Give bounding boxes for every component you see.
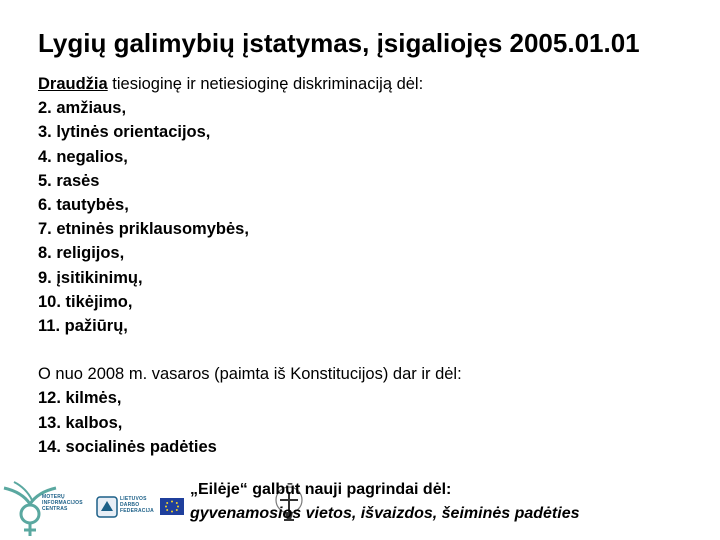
- note-block: [190, 478, 580, 526]
- slide-body: [38, 72, 462, 459]
- intro-rest: tiesioginę ir netiesioginę diskriminaciją dėl:: [107, 75, 424, 93]
- note-line-1: „Eilėje“ galbūt nauji pagrindai dėl:: [190, 481, 452, 498]
- ground-item: 8. religijos,: [38, 244, 125, 263]
- note-line-2: gyvenamosios vietos, išvaizdos, šeiminės padėties: [190, 505, 580, 522]
- extension-line: O nuo 2008 m. vasaros (paimta iš Konstitucijos) dar ir dėl:: [38, 365, 462, 384]
- ground-item: 5. rasės: [38, 171, 100, 190]
- ground-item: 14. socialinės padėties: [38, 437, 217, 456]
- ldf-logo-icon: [96, 496, 118, 518]
- ground-item: 13. kalbos,: [38, 413, 123, 432]
- eu-flag-icon: [160, 498, 184, 515]
- ground-item: 12. kilmės,: [38, 389, 122, 408]
- ground-item: 10. tikėjimo,: [38, 292, 133, 311]
- ground-item: 6. tautybės,: [38, 196, 129, 215]
- ground-item: 11. pažiūrų,: [38, 317, 128, 336]
- ground-item: 4. negalios,: [38, 147, 128, 166]
- intro-line: [38, 72, 462, 96]
- micentras-logo-text: MOTERŲ INFORMACIJOS CENTRAS: [42, 494, 83, 512]
- slide-title: Lygių galimybių įstatymas, įsigaliojęs 2005.01.01: [38, 28, 640, 58]
- ground-item: 3. lytinės orientacijos,: [38, 123, 211, 142]
- ground-item: 9. įsitikinimų,: [38, 268, 143, 287]
- ldf-logo-text: LIETUVOS DARBO FEDERACIJA: [120, 496, 154, 514]
- intro-prefix: Draudžia: [38, 75, 108, 93]
- ground-item: 2. amžiaus,: [38, 99, 127, 118]
- ground-item: 7. etninės priklausomybės,: [38, 220, 249, 239]
